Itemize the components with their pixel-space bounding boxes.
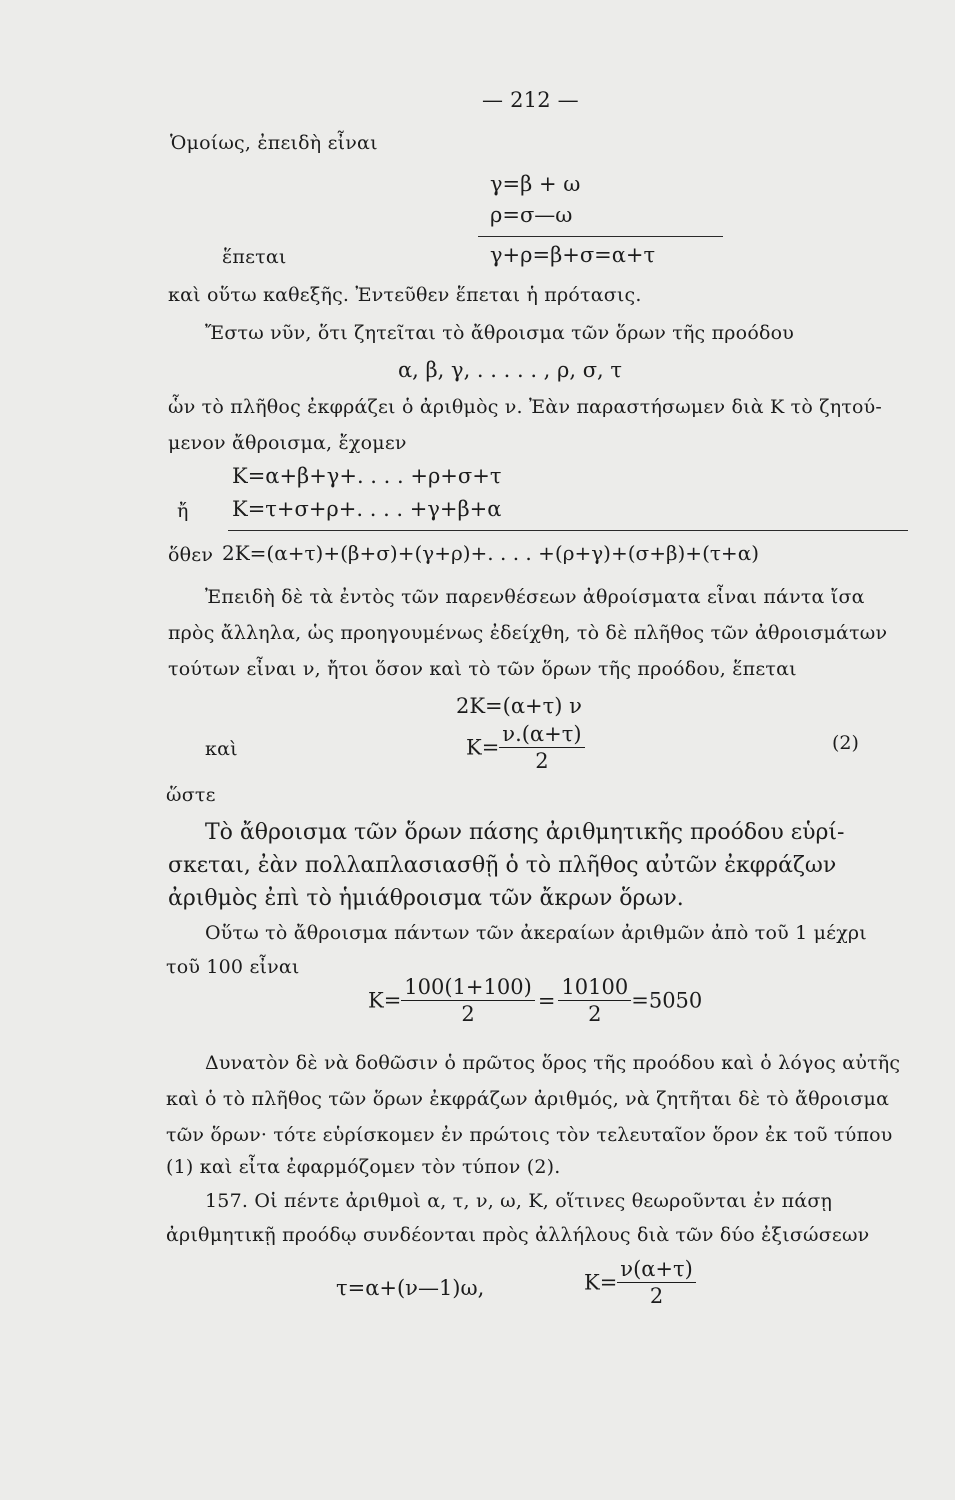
- fraction: [401, 975, 535, 1026]
- fraction-denominator: 2: [588, 1002, 602, 1026]
- text-line: ὧν τὸ πλῆθος ἐκφράζει ὁ ἀριθμὸς ν. Ἐὰν παραστήσωμεν διὰ Κ τὸ ζητού-: [168, 396, 883, 418]
- text-eta: ἤ: [177, 500, 189, 522]
- equation-result: =5050: [631, 988, 703, 1013]
- equation-K2: Κ=τ+σ+ρ+. . . . +γ+β+α: [232, 497, 502, 521]
- text-line: τῶν ὅρων· τότε εὑρίσκομεν ἐν πρώτοις τὸν τελευταῖον ὅρον ἐκ τοῦ τύπου: [166, 1124, 893, 1146]
- fraction: [617, 1257, 696, 1308]
- text-line: καὶ οὕτω καθεξῆς. Ἐντεῦθεν ἕπεται ἡ πρότασις.: [168, 284, 642, 306]
- theorem-line: σκεται, ἐὰν πολλαπλασιασθῇ ὁ τὸ πλῆθος αὐτῶν ἐκφράζων: [168, 853, 837, 878]
- text-epetai: ἕπεται: [222, 246, 287, 268]
- equation-2K-nu: 2Κ=(α+τ) ν: [456, 694, 582, 718]
- equation-rho: ρ=σ—ω: [490, 203, 573, 227]
- fraction-denominator: 2: [649, 1284, 664, 1308]
- theorem-line: Τὸ ἄθροισμα τῶν ὅρων πάσης ἀριθμητικῆς προόδου εὑρί-: [205, 820, 845, 845]
- equation-lhs: Κ=: [368, 988, 402, 1013]
- text-line: Ἔστω νῦν, ὅτι ζητεῖται τὸ ἄθροισμα τῶν ὅρων τῆς προόδου: [205, 322, 794, 344]
- equation-lhs: Κ=: [466, 735, 500, 760]
- text-line: μενον ἄθροισμα, ἔχομεν: [168, 432, 407, 454]
- text-oste: ὥστε: [166, 784, 216, 806]
- text-kai: καὶ: [205, 738, 238, 760]
- series-terms: α, β, γ, . . . . . , ρ, σ, τ: [398, 358, 623, 382]
- text-line: τοῦ 100 εἶναι: [166, 956, 300, 978]
- text-line: Ὁμοίως, ἐπειδὴ εἶναι: [170, 132, 378, 154]
- fraction: [558, 975, 631, 1026]
- equation-K-formula: [466, 722, 585, 773]
- equation-sum: γ+ρ=β+σ=α+τ: [490, 243, 656, 267]
- equation-gamma: γ=β + ω: [490, 172, 581, 196]
- text-line: πρὸς ἄλληλα, ὡς προηγουμένως ἐδείχθη, τὸ δὲ πλῆθος τῶν ἀθροισμάτων: [168, 622, 888, 644]
- text-line: ἀριθμητικῇ προόδῳ συνδέονται πρὸς ἀλλήλους διὰ τῶν δύο ἐξισώσεων: [166, 1224, 870, 1246]
- fraction-numerator: ν.(α+τ): [499, 722, 584, 748]
- equation-rule: [228, 530, 908, 531]
- text-othen: ὅθεν: [168, 544, 214, 566]
- page-number: — 212 —: [482, 88, 579, 112]
- text-line: 157. Οἱ πέντε ἀριθμοὶ α, τ, ν, ω, Κ, οἵτινες θεωροῦνται ἐν πάσῃ: [205, 1190, 833, 1212]
- fraction-denominator: 2: [461, 1002, 475, 1026]
- text-line: τούτων εἶναι ν, ἤτοι ὅσον καὶ τὸ τῶν ὅρων τῆς προόδου, ἕπεται: [168, 658, 797, 680]
- text-line: Ἐπειδὴ δὲ τὰ ἐντὸς τῶν παρενθέσεων ἀθροίσματα εἶναι πάντα ἴσα: [205, 586, 865, 608]
- fraction: [499, 722, 584, 773]
- equation-example: [368, 975, 702, 1026]
- equation-K1: Κ=α+β+γ+. . . . +ρ+σ+τ: [232, 464, 502, 488]
- fraction-denominator: 2: [535, 749, 549, 773]
- equation-label: (2): [832, 732, 859, 754]
- text-line: Δυνατὸν δὲ νὰ δοθῶσιν ὁ πρῶτος ὅρος τῆς προόδου καὶ ὁ λόγος αὐτῆς: [205, 1052, 901, 1074]
- equation-2K: 2Κ=(α+τ)+(β+σ)+(γ+ρ)+. . . . +(ρ+γ)+(σ+β)+(τ+α): [222, 541, 760, 565]
- fraction-numerator: 100(1+100): [401, 975, 535, 1001]
- theorem-line: ἀριθμὸς ἐπὶ τὸ ἡμιάθροισμα τῶν ἄκρων ὅρων.: [168, 886, 684, 911]
- equals-sign: =: [537, 988, 556, 1013]
- equation-rule: [478, 236, 723, 237]
- fraction-numerator: ν(α+τ): [617, 1257, 696, 1283]
- text-line: Οὕτω τὸ ἄθροισμα πάντων τῶν ἀκεραίων ἀριθμῶν ἀπὸ τοῦ 1 μέχρι: [205, 922, 867, 944]
- fraction-numerator: 10100: [558, 975, 631, 1001]
- equation-lhs: Κ=: [584, 1270, 618, 1295]
- text-line: καὶ ὁ τὸ πλῆθος τῶν ὅρων ἐκφράζων ἀριθμός, νὰ ζητῆται δὲ τὸ ἄθροισμα: [166, 1088, 890, 1110]
- text-line: (1) καὶ εἶτα ἐφαρμόζομεν τὸν τύπον (2).: [166, 1156, 561, 1178]
- formula-tau: τ=α+(ν—1)ω,: [336, 1276, 485, 1300]
- formula-K: [584, 1257, 696, 1308]
